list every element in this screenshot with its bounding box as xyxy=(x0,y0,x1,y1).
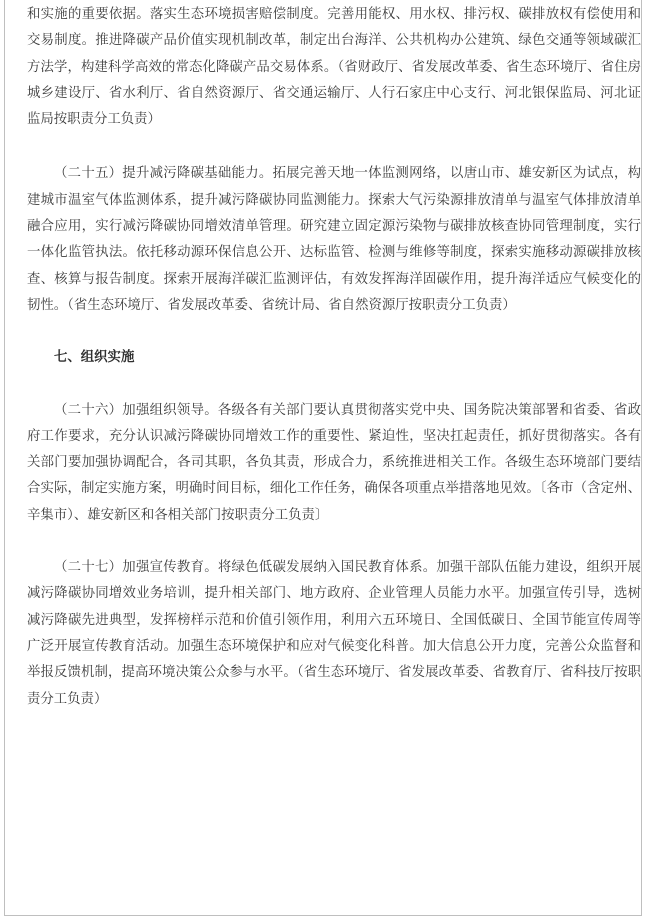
paragraph-27-education: （二十七）加强宣传教育。将绿色低碳发展纳入国民教育体系。加强干部队伍能力建设，组织开展减污降碳协同增效业务培训，提升相关部门、地方政府、企业管理人员能力水平。加强宣传引导，选树减污降碳先进典型，发挥榜样示范和价值引领作用，利用六五环境日、全国低碳日、全国节能宣传周等广泛开展宣传教育活动。加强生态环境保护和应对气候变化科普。加大信息公开力度，完善公众监督和举报反馈机制，提高环境决策公众参与水平。（省生态环境厅、省发展改革委、省教育厅、省科技厅按职责分工负责） xyxy=(27,560,641,707)
paragraph-carbon-trading: 和实施的重要依据。落实生态环境损害赔偿制度。完善用能权、用水权、排污权、碳排放权有偿使用和交易制度。推进降碳产品价值实现机制改革，制定出台海洋、公共机构办公建筑、绿色交通等领域碳汇方法学，构建科学高效的常态化降碳产品交易体系。（省财政厅、省发展改革委、省生态环境厅、省住房城乡建设厅、省水利厅、省自然资源厅、省交通运输厅、人行石家庄中心支行、河北银保监局、河北证监局按职责分工负责） xyxy=(27,7,641,128)
document-page xyxy=(4,0,642,916)
section-heading-organization: 七、组织实施 xyxy=(54,350,135,366)
paragraph-25-capacity: （二十五）提升减污降碳基础能力。拓展完善天地一体监测网络，以唐山市、雄安新区为试点，构建城市温室气体监测体系，提升减污降碳协同监测能力。探索大气污染源排放清单与温室气体排放清单融合应用，实行减污降碳协同增效清单管理。研究建立固定源污染物与碳排放核查协同管理制度，实行一体化监管执法。依托移动源环保信息公开、达标监管、检测与维修等制度，探索实施移动源碳排放核查、核算与报告制度。探索开展海洋碳汇监测评估，有效发挥海洋固碳作用，提升海洋适应气候变化的韧性。（省生态环境厅、省发展改革委、省统计局、省自然资源厅按职责分工负责） xyxy=(27,166,641,313)
paragraph-26-leadership: （二十六）加强组织领导。各级各有关部门要认真贯彻落实党中央、国务院决策部署和省委、省政府工作要求，充分认识减污降碳协同增效工作的重要性、紧迫性，坚决扛起责任，抓好贯彻落实。各有关部门要加强协调配合，各司其职，各负其责，形成合力，系统推进相关工作。各级生态环境部门要结合实际，制定实施方案，明确时间目标，细化工作任务，确保各项重点举措落地见效。〔各市（含定州、辛集市）、雄安新区和各相关部门按职责分工负责〕 xyxy=(27,402,641,523)
document-body xyxy=(27,0,641,713)
